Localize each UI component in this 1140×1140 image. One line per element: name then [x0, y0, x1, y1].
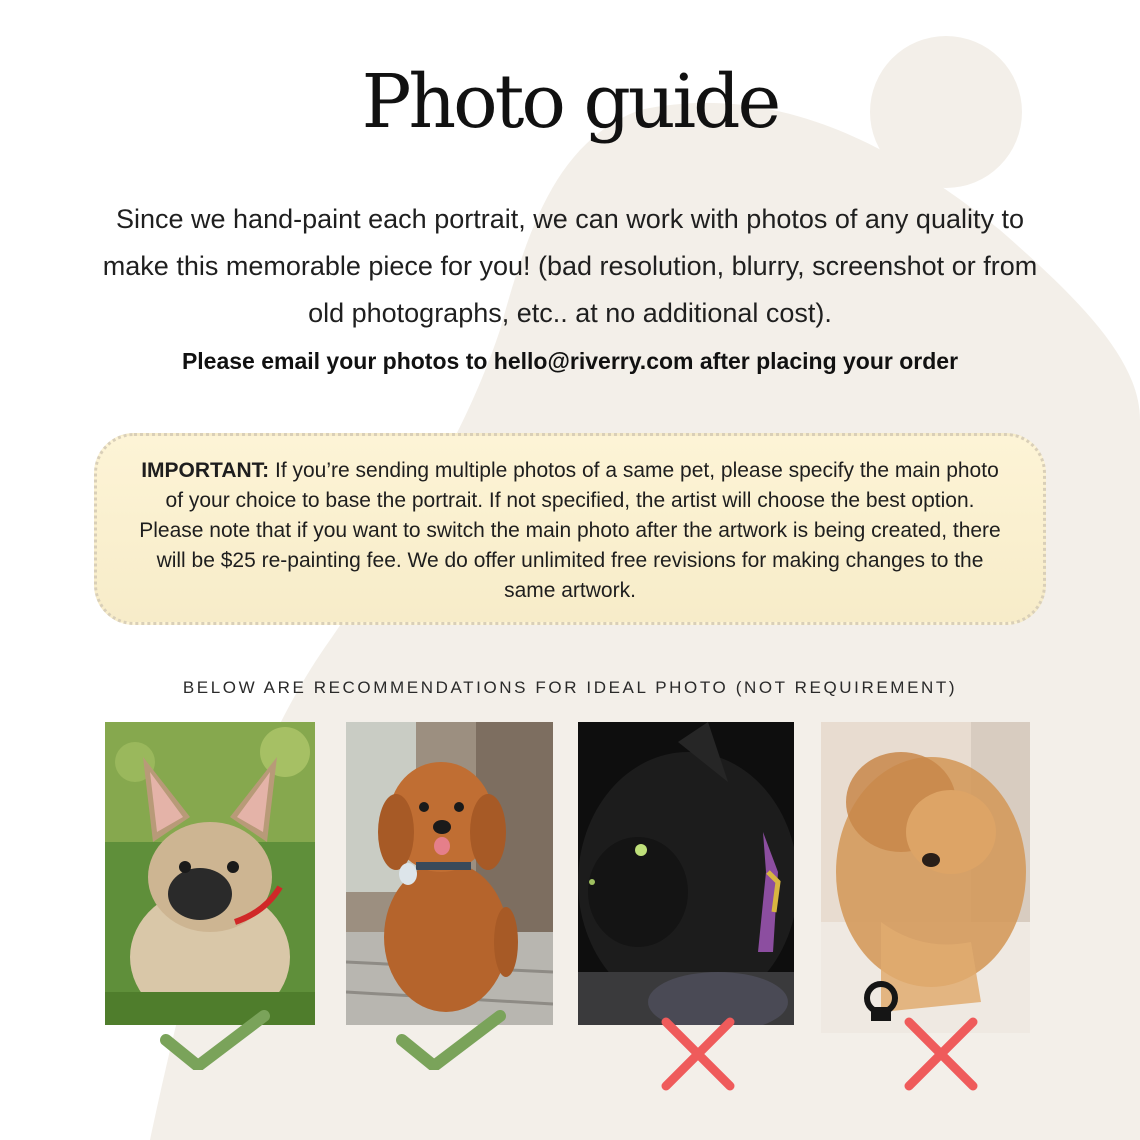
important-notice-box — [94, 433, 1046, 625]
important-text: If you’re sending multiple photos of a same pet, please specify the main photo of your choice to base the portrait. If not specified, the artist will choose the best option. Please note that if you want to switch the main photo after the artwork is being created, there will be $25 re-painting fee. We do offer unlimited free revisions for making changes to the same artwork. — [139, 459, 1001, 602]
recommendations-heading: BELOW ARE RECOMMENDATIONS FOR IDEAL PHOTO (NOT REQUIREMENT) — [182, 678, 958, 697]
example-photo-dark-dog — [578, 722, 794, 1025]
example-photo-doodle-puppy — [346, 722, 553, 1025]
page-title: Photo guide — [361, 59, 779, 145]
example-photo-french-bulldog — [105, 722, 315, 1025]
cross-icon — [903, 1016, 979, 1092]
check-icon — [396, 1010, 506, 1070]
example-photo-blurry-golden — [821, 722, 1030, 1033]
check-icon — [160, 1010, 270, 1070]
cross-icon — [660, 1016, 736, 1092]
important-label: IMPORTANT: — [141, 459, 270, 482]
email-instruction: Please email your photos to hello@riverry.com after placing your order — [181, 348, 959, 374]
intro-paragraph: Since we hand-paint each portrait, we can work with photos of any quality to make this memorable piece for you! (bad resolution, blurry, screenshot or from old photographs, etc.. at no additional cost). — [102, 204, 1038, 328]
